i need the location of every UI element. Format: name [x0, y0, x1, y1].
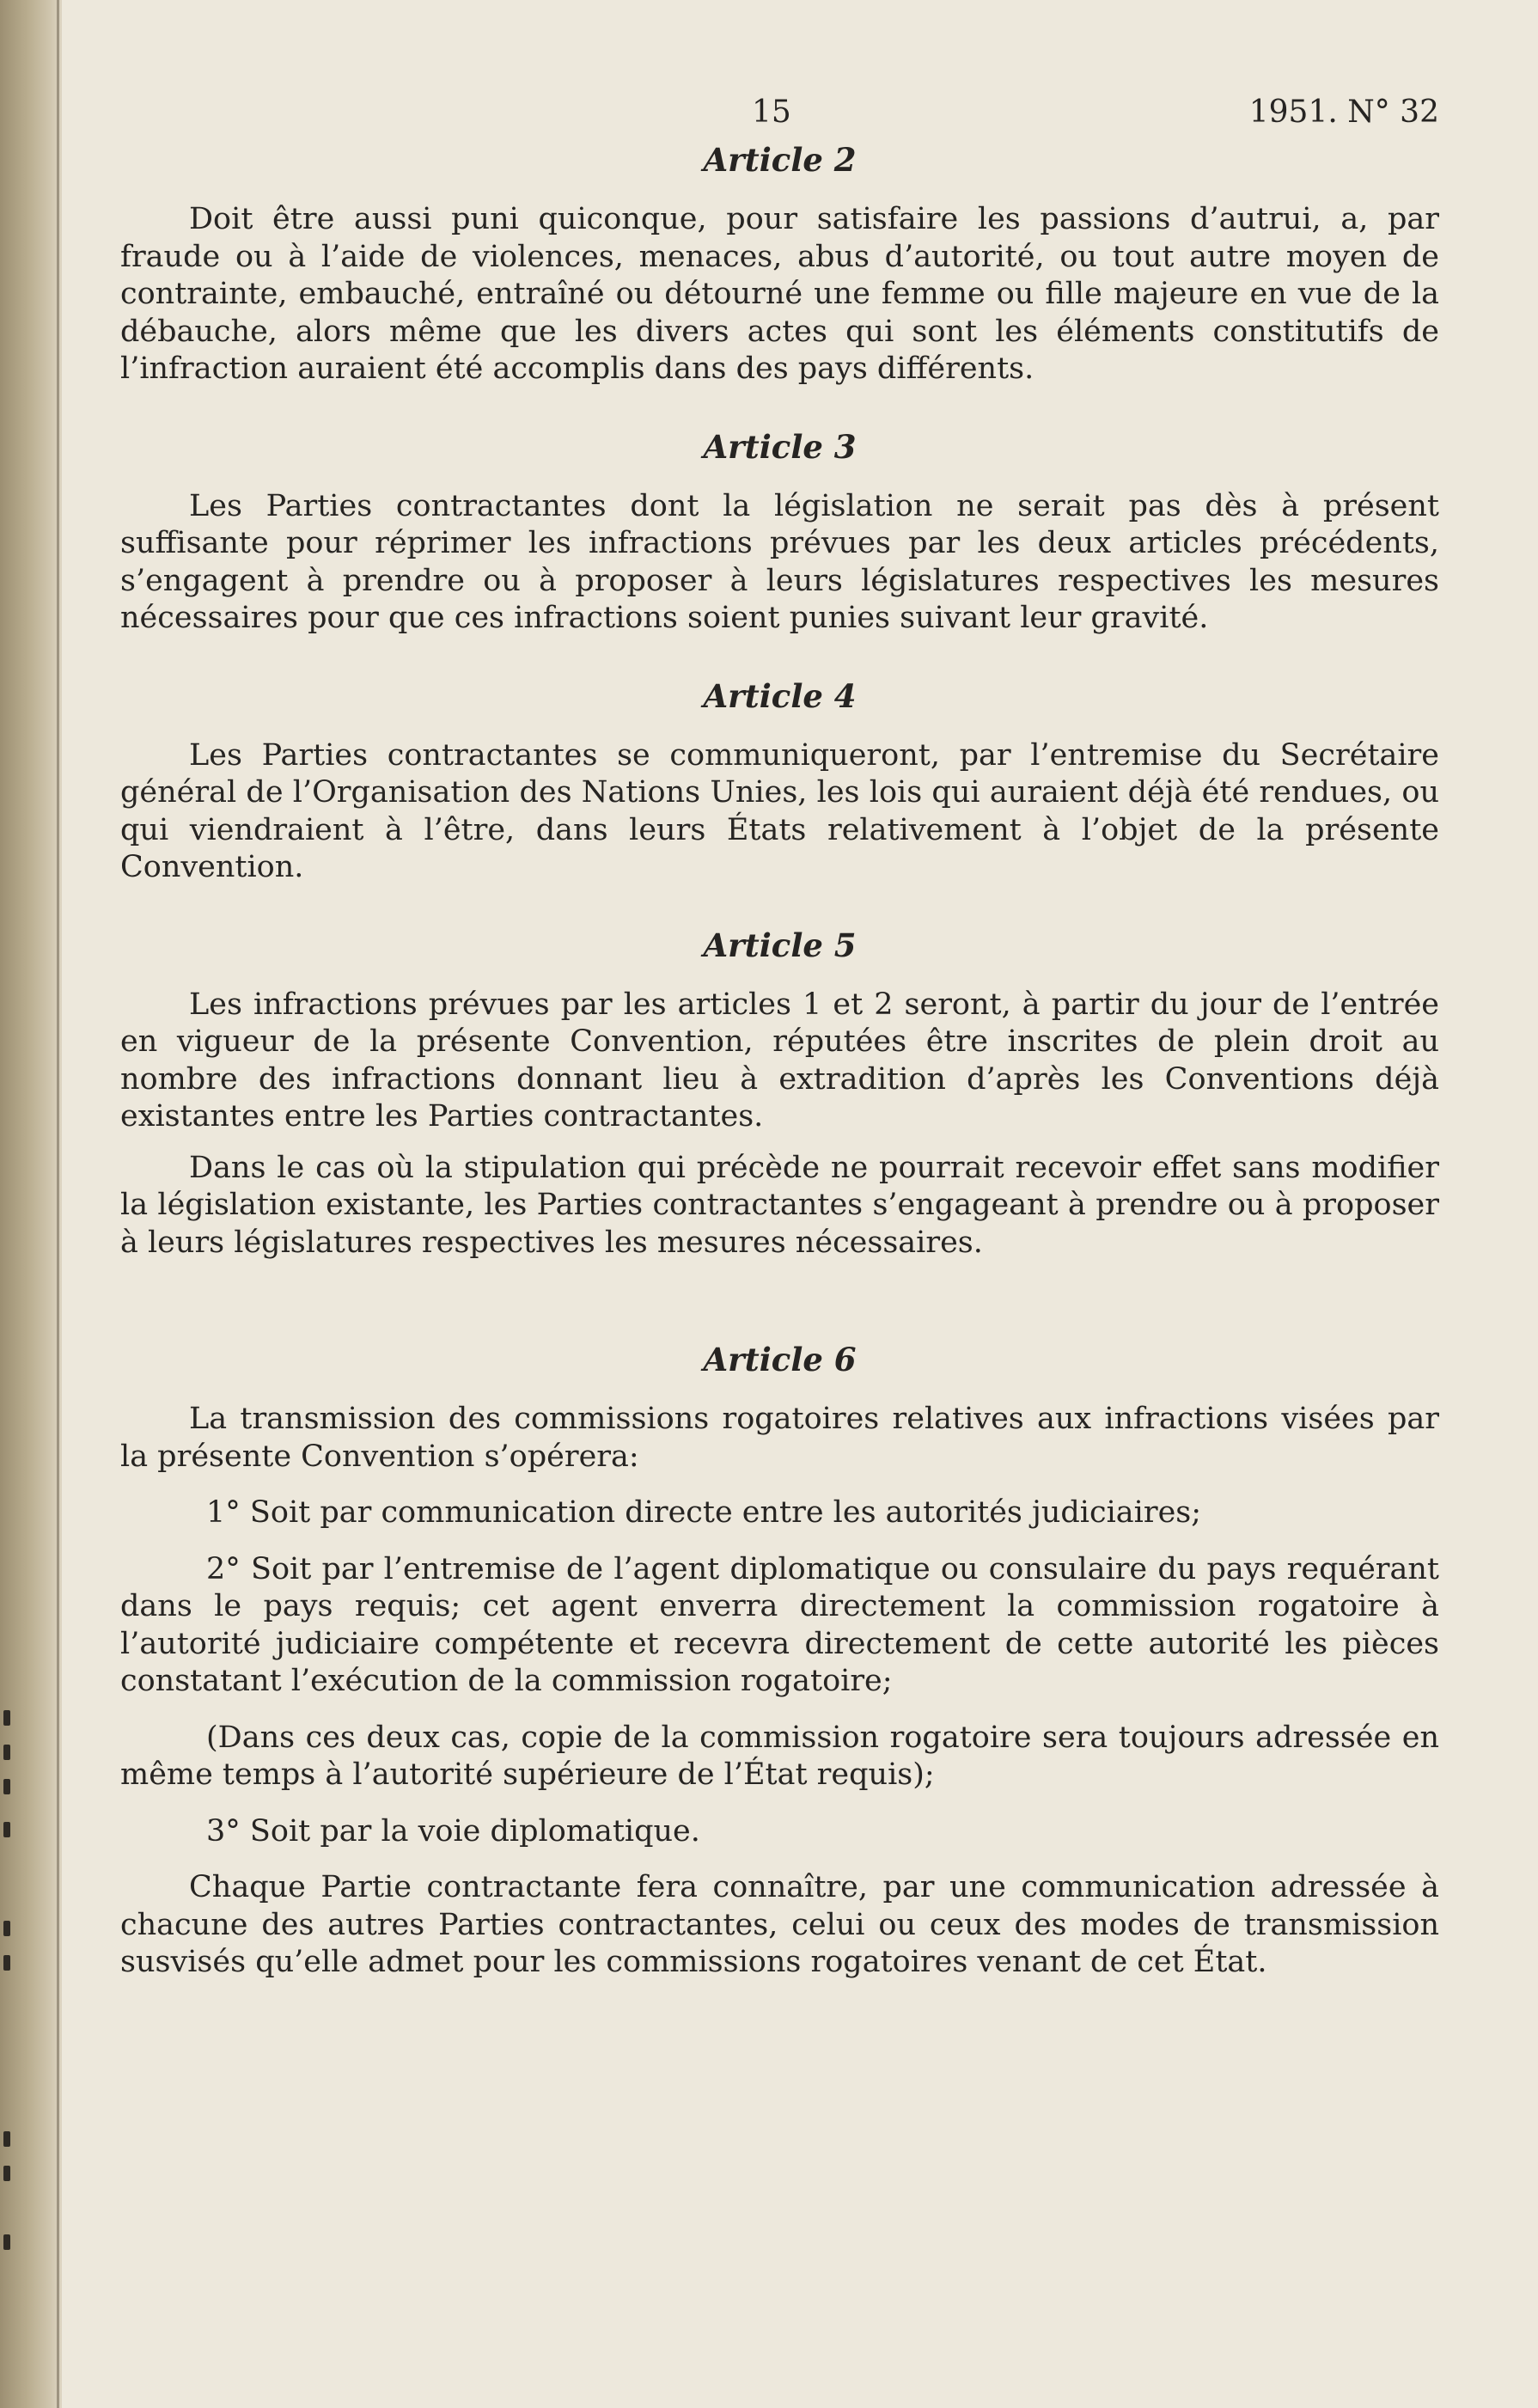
- list-item: 1° Soit par communication directe entre les autorités judiciaires;: [206, 1495, 1202, 1530]
- binding-edge: [57, 0, 59, 2408]
- article-closing: Chaque Partie contractante fera connaître, par une communication adressée à chacune des autres Parties contractantes, celui ou ceux des modes de transmission susvisés qu’elle admet pour les commissions rogatoires venant de cet État.: [120, 1870, 1439, 1979]
- article-heading: Article 4: [703, 676, 857, 715]
- gutter-mark: [3, 1955, 10, 1971]
- gutter-mark: [3, 2131, 10, 2147]
- binding-gutter: [0, 0, 62, 2408]
- page-number: 15: [752, 95, 791, 130]
- article-6: [120, 1337, 1439, 1982]
- gutter-mark: [3, 1779, 10, 1794]
- article-paragraph: Doit être aussi puni quiconque, pour satisfaire les passions d’autrui, a, par fraude ou à l’aide de violences, menaces, abus d’autorité, ou tout autre moyen de contrainte, embauché, entraîné ou détourné une femme ou fille majeure en vue de la débauche, alors même que les divers actes qui sont les éléments constitutifs de l’infraction auraient été accomplis dans des pays différents.: [120, 202, 1439, 386]
- article-4: [120, 674, 1439, 887]
- article-intro: La transmission des commissions rogatoires relatives aux infractions visées par la présente Convention s’opérera:: [120, 1402, 1439, 1474]
- list-item: 2° Soit par l’entremise de l’agent diplomatique ou consulaire du pays requérant dans le pays requis; cet agent enverra directement la commission rogatoire à l’autorité judiciaire compétente et recevra directement de cette autorité les pièces constatant l’exécution de la commission rogatoire;: [120, 1551, 1439, 1698]
- list-item: 3° Soit par la voie diplomatique.: [206, 1813, 700, 1849]
- article-2: [120, 138, 1439, 388]
- article-3: [120, 425, 1439, 638]
- article-heading: Article 5: [703, 926, 857, 964]
- article-paragraph: Les Parties contractantes se communiqueront, par l’entremise du Secrétaire général de l’Organisation des Nations Unies, les lois qui auraient déjà été rendues, ou qui viendraient à l’être, dans leurs États relativement à l’objet de la présente Convention.: [120, 737, 1439, 884]
- gutter-mark: [3, 1822, 10, 1837]
- document-page: [120, 86, 1439, 1982]
- article-paragraph: Dans le cas où la stipulation qui précède ne pourrait recevoir effet sans modifier la législation existante, les Parties contractantes s’engageant à prendre ou à proposer à leurs législatures respectives les mesures nécessaires.: [120, 1150, 1439, 1260]
- gutter-mark: [3, 1745, 10, 1760]
- article-paragraph: Les infractions prévues par les articles 1 et 2 seront, à partir du jour de l’entrée en vigueur de la présente Convention, réputées être inscrites de plein droit au nombre des infractions donnant lieu à extradition d’après les Conventions déjà existantes entre les Parties contractantes.: [120, 987, 1439, 1134]
- gutter-mark: [3, 2166, 10, 2181]
- list-item: (Dans ces deux cas, copie de la commission rogatoire sera toujours adressée en même temps à l’autorité supérieure de l’État requis);: [120, 1720, 1439, 1792]
- page-header: [120, 86, 1439, 138]
- gutter-mark: [3, 1921, 10, 1936]
- document-reference: 1951. N° 32: [1248, 95, 1439, 130]
- article-heading: Article 6: [703, 1341, 857, 1378]
- article-heading: Article 3: [703, 427, 857, 466]
- gutter-mark: [3, 1710, 10, 1726]
- gutter-mark: [3, 2234, 10, 2250]
- article-paragraph: Les Parties contractantes dont la législation ne serait pas dès à présent suffisante pour réprimer les infractions prévues par les deux articles précédents, s’engagent à prendre ou à proposer à leurs législatures respectives les mesures nécessaires pour que ces infractions soient punies suivant leur gravité.: [120, 488, 1439, 635]
- article-heading: Article 2: [703, 141, 857, 179]
- article-5: [120, 923, 1439, 1262]
